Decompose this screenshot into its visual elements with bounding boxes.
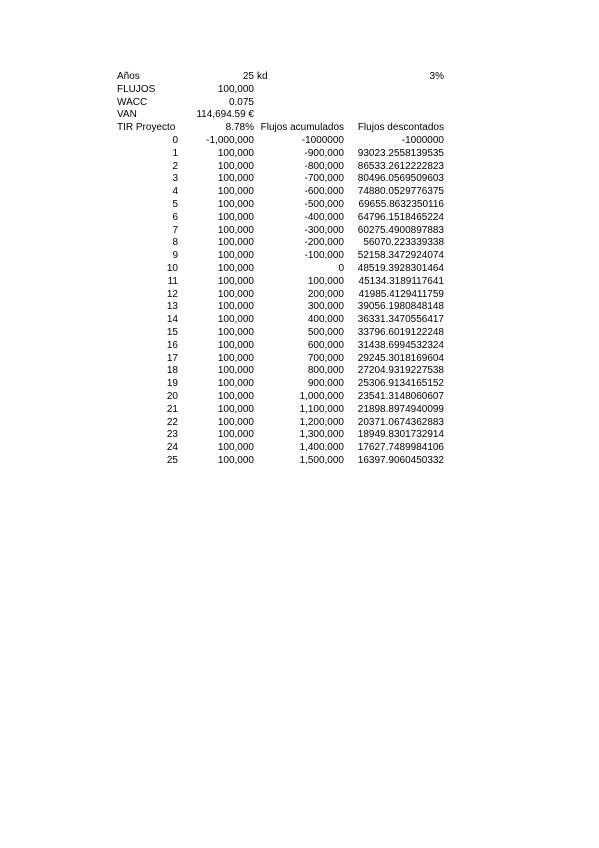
anos-value[interactable]: 25 (242, 71, 254, 82)
tir-value[interactable]: 8.78% (225, 122, 254, 134)
descontado-cell[interactable]: 80496.0569509603 (357, 173, 444, 185)
descontado-cell[interactable]: 25306.9134165152 (357, 378, 444, 390)
year-cell[interactable]: 5 (172, 198, 178, 210)
acumulado-cell[interactable]: 0 (338, 262, 344, 274)
flujo-cell[interactable]: 100,000 (217, 390, 254, 402)
year-cell[interactable]: 22 (166, 416, 178, 428)
table-row (117, 173, 447, 186)
table-row (117, 276, 447, 289)
flujo-cell[interactable]: 100,000 (217, 365, 254, 377)
year-cell[interactable]: 13 (166, 301, 178, 313)
year-cell[interactable]: 8 (172, 237, 178, 249)
flujo-cell[interactable]: 100,000 (217, 173, 254, 185)
acumulado-cell[interactable]: 1,000,000 (299, 390, 344, 402)
flujos-value[interactable]: 100,000 (217, 83, 254, 95)
year-cell[interactable]: 21 (166, 403, 178, 415)
table-row (117, 212, 447, 225)
table-row (117, 417, 447, 430)
year-cell[interactable]: 15 (166, 326, 178, 338)
acumulado-cell[interactable]: 800,000 (307, 365, 344, 377)
descontado-cell[interactable]: 31438.6994532324 (357, 339, 444, 351)
acumulado-cell[interactable]: -500,000 (304, 198, 344, 210)
kd-label: kd (257, 71, 268, 82)
row-anos (117, 71, 447, 84)
header-flujos-acumulados: Flujos acumulados (260, 122, 344, 134)
acumulado-cell[interactable]: 600,000 (307, 339, 344, 351)
row-wacc (117, 97, 447, 110)
row-van (117, 109, 447, 122)
descontado-cell[interactable]: 64796.1518465224 (357, 211, 444, 223)
year-cell[interactable]: 16 (166, 339, 178, 351)
year-cell[interactable]: 0 (172, 134, 178, 146)
descontado-cell[interactable]: 36331.3470556417 (357, 314, 444, 326)
table-row (117, 404, 447, 417)
table-row (117, 365, 447, 378)
descontado-cell[interactable]: 17627.7489984106 (357, 442, 444, 454)
year-cell[interactable]: 14 (166, 314, 178, 326)
table-row (117, 391, 447, 404)
acumulado-cell[interactable]: -300,000 (304, 224, 344, 236)
table-row (117, 237, 447, 250)
acumulado-cell[interactable]: -800,000 (304, 160, 344, 172)
acumulado-cell[interactable]: 1,500,000 (299, 454, 344, 466)
year-cell[interactable]: 17 (166, 352, 178, 364)
table-row (117, 429, 447, 442)
table-row (117, 161, 447, 174)
acumulado-cell[interactable]: 700,000 (307, 352, 344, 364)
descontado-cell[interactable]: 29245.3018169604 (357, 352, 444, 364)
year-cell[interactable]: 9 (172, 250, 178, 262)
descontado-cell[interactable]: 33796.6019122248 (357, 326, 444, 338)
descontado-cell[interactable]: 52158.3472924074 (357, 250, 444, 262)
descontado-cell[interactable]: 60275.4900897883 (357, 224, 444, 236)
flujo-cell[interactable]: 100,000 (217, 237, 254, 249)
descontado-cell[interactable]: 16397.9060450332 (357, 454, 444, 466)
year-cell[interactable]: 10 (166, 262, 178, 274)
row-tir (117, 122, 447, 135)
kd-value[interactable]: 3% (429, 71, 444, 82)
flujo-cell[interactable]: 100,000 (217, 454, 254, 466)
year-cell[interactable]: 23 (166, 429, 178, 441)
flujo-cell[interactable]: 100,000 (217, 198, 254, 210)
descontado-cell[interactable]: 39056.1980848148 (357, 301, 444, 313)
flujo-cell[interactable]: 100,000 (217, 160, 254, 172)
descontado-cell[interactable]: 74880.0529776375 (357, 186, 444, 198)
table-row (117, 327, 447, 340)
flujo-cell[interactable]: 100,000 (217, 250, 254, 262)
year-cell[interactable]: 20 (166, 390, 178, 402)
descontado-cell[interactable]: 48519.3928301464 (357, 262, 444, 274)
flujo-cell[interactable]: 100,000 (217, 186, 254, 198)
flujo-cell[interactable]: 100,000 (217, 262, 254, 274)
descontado-cell[interactable]: 20371.0674362883 (357, 416, 444, 428)
descontado-cell[interactable]: 93023.2558139535 (357, 147, 444, 159)
flujo-cell[interactable]: 100,000 (217, 224, 254, 236)
acumulado-cell[interactable]: -200,000 (304, 237, 344, 249)
table-row (117, 225, 447, 238)
year-cell[interactable]: 7 (172, 224, 178, 236)
van-label: VAN (117, 109, 137, 121)
year-cell[interactable]: 24 (166, 442, 178, 454)
descontado-cell[interactable]: 45134.3189117641 (358, 275, 444, 287)
flujo-cell[interactable]: -1,000,000 (206, 134, 254, 146)
table-row (117, 353, 447, 366)
flujo-cell[interactable]: 100,000 (217, 442, 254, 454)
acumulado-cell[interactable]: 1,300,000 (299, 429, 344, 441)
flujos-label: FLUJOS (117, 83, 156, 95)
flujo-cell[interactable]: 100,000 (217, 429, 254, 441)
acumulado-cell[interactable]: 400,000 (307, 314, 344, 326)
year-cell[interactable]: 11 (167, 275, 178, 287)
flujo-cell[interactable]: 100,000 (217, 378, 254, 390)
wacc-value[interactable]: 0.075 (228, 96, 254, 108)
acumulado-cell[interactable]: -600,000 (304, 186, 344, 198)
descontado-cell[interactable]: 56070.223339338 (363, 237, 444, 249)
acumulado-cell[interactable]: 300,000 (307, 301, 344, 313)
descontado-cell[interactable]: 41985.4129411759 (358, 288, 444, 300)
acumulado-cell[interactable]: 100,000 (307, 275, 344, 287)
anos-label: Años (117, 71, 140, 82)
table-row (117, 199, 447, 212)
acumulado-cell[interactable]: -100,000 (304, 250, 344, 262)
year-cell[interactable]: 2 (172, 160, 178, 172)
acumulado-cell[interactable]: 1,100,000 (299, 403, 344, 415)
year-cell[interactable]: 12 (166, 288, 178, 300)
flujo-cell[interactable]: 100,000 (217, 288, 254, 300)
table-row (117, 250, 447, 263)
year-cell[interactable]: 4 (172, 186, 178, 198)
header-flujos-descontados: Flujos descontados (357, 122, 444, 134)
table-row (117, 289, 447, 302)
table-row (117, 455, 447, 468)
acumulado-cell[interactable]: -1000000 (301, 134, 344, 146)
acumulado-cell[interactable]: 200,000 (307, 288, 344, 300)
table-row (117, 314, 447, 327)
wacc-label: WACC (117, 96, 148, 108)
flujo-cell[interactable]: 100,000 (217, 147, 254, 159)
van-value[interactable]: 114,694.59 € (196, 109, 254, 121)
table-row (117, 135, 447, 148)
acumulado-cell[interactable]: -700,000 (304, 173, 344, 185)
acumulado-cell[interactable]: -400,000 (304, 211, 344, 223)
descontado-cell[interactable]: 21898.8974940099 (357, 403, 444, 415)
table-row (117, 263, 447, 276)
descontado-cell[interactable]: 69655.8632350116 (358, 198, 444, 210)
table-row (117, 442, 447, 455)
descontado-cell[interactable]: 27204.9319227538 (357, 365, 444, 377)
acumulado-cell[interactable]: 1,400,000 (299, 442, 344, 454)
row-flujos (117, 84, 447, 97)
year-cell[interactable]: 3 (172, 173, 178, 185)
descontado-cell[interactable]: 18949.8301732914 (357, 429, 444, 441)
flujo-cell[interactable]: 100,000 (217, 326, 254, 338)
flujo-cell[interactable]: 100,000 (217, 275, 254, 287)
flujo-cell[interactable]: 100,000 (217, 339, 254, 351)
flujo-cell[interactable]: 100,000 (217, 416, 254, 428)
table-row (117, 186, 447, 199)
year-cell[interactable]: 18 (166, 365, 178, 377)
acumulado-cell[interactable]: 900,000 (307, 378, 344, 390)
flujo-cell[interactable]: 100,000 (217, 301, 254, 313)
acumulado-cell[interactable]: 500,000 (307, 326, 344, 338)
spreadsheet (117, 71, 447, 468)
flujo-cell[interactable]: 100,000 (217, 403, 254, 415)
year-cell[interactable]: 6 (172, 211, 178, 223)
descontado-cell[interactable]: 23541.3148060607 (357, 390, 444, 402)
table-row (117, 301, 447, 314)
flujo-cell[interactable]: 100,000 (217, 211, 254, 223)
descontado-cell[interactable]: -1000000 (401, 134, 444, 146)
descontado-cell[interactable]: 86533.2612222823 (357, 160, 444, 172)
flujo-cell[interactable]: 100,000 (217, 352, 254, 364)
flujo-cell[interactable]: 100,000 (217, 314, 254, 326)
year-cell[interactable]: 25 (166, 454, 178, 466)
acumulado-cell[interactable]: -900,000 (304, 147, 344, 159)
cash-flow-table (117, 135, 447, 468)
acumulado-cell[interactable]: 1,200,000 (299, 416, 344, 428)
tir-label: TIR Proyecto (117, 122, 176, 134)
table-row (117, 340, 447, 353)
year-cell[interactable]: 1 (172, 147, 178, 159)
table-row (117, 378, 447, 391)
table-row (117, 148, 447, 161)
year-cell[interactable]: 19 (166, 378, 178, 390)
